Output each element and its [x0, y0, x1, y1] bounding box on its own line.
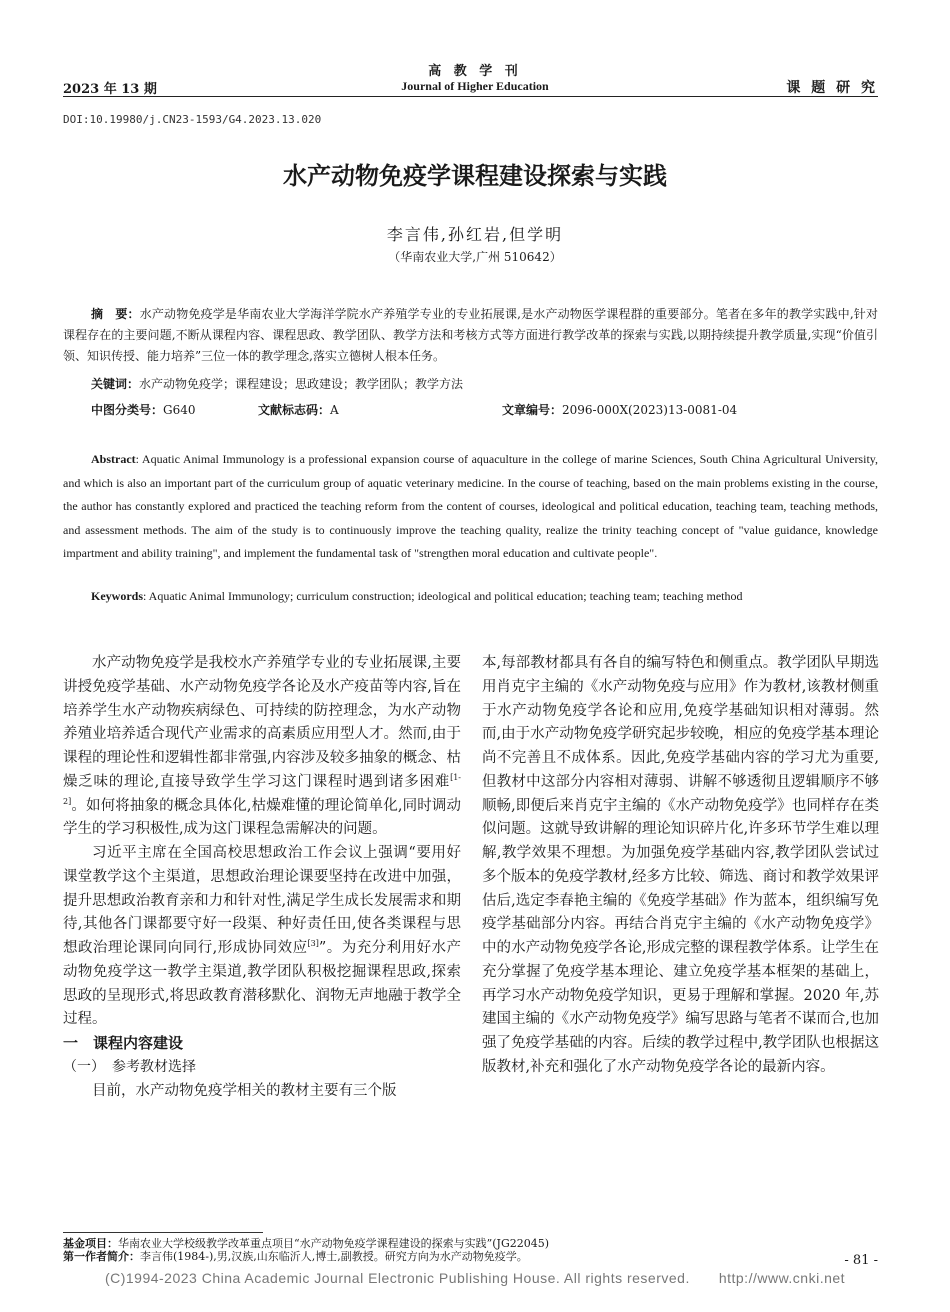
abstract-cn	[63, 304, 878, 367]
clc-number: 中图分类号：G640	[91, 403, 196, 417]
keywords-en-label: Keywords	[91, 589, 143, 603]
body-paragraph: 本,每部教材都具有各自的编写特色和侧重点。教学团队早期选用肖克宇主编的《水产动物免疫与应用》作为教材,该教材侧重于水产动物免疫学各论和应用,免疫学基础知识相对薄弱。然而,由于水产动物免疫学研究起步较晚，相应的免疫学基本理论尚不完善且不成体系。因此,免疫学基础内容的学习尤为重要,但教材中这部分内容相对薄弱、讲解不够透彻且逻辑顺序不够顺畅,即便后来肖克宇主编的《水产动物免疫学》也同样存在类似问题。这就导致讲解的理论知识碎片化,许多环节学生难以理解,教学效果不理想。为加强免疫学基础内容,教学团队尝试过多个版本的免疫学教材,经多方比较、筛选、商讨和教学效果评估后,选定李春艳主编的《免疫学基础》作为蓝本，组织编写免疫学基础部分内容。再结合肖克宇主编的《水产动物免疫学》中的水产动物免疫学各论,形成完整的课程教学体系。让学生在充分掌握了免疫学基本理论、建立免疫学基本框架的基础上，再学习水产动物免疫学知识，更易于理解和掌握。2020 年,苏建国主编的《水产动物免疫学》编写思路与笔者不谋而合,也加强了免疫学基础的内容。后续的教学过程中,教学团队也根据这版教材,补充和强化了水产动物免疫学各论的最新内容。	[482, 655, 879, 1075]
fund-note: 基金项目：华南农业大学校级教学改革重点项目“水产动物免疫学课程建设的探索与实践”(JG22045)	[63, 1237, 550, 1250]
affiliation: （华南农业大学,广州 510642）	[388, 250, 562, 264]
body-paragraph: 习近平主席在全国高校思想政治工作会议上强调“要用好课堂教学这个主渠道，思想政治理论课要坚持在改进中加强，提升思想政治教育亲和力和针对性,满足学生成长发展需求和期待,其他各门课都要守好一段渠、种好责任田,使各类课程与思想政治理论课同向同行,形成协同效应[3]”。为充分利用好水产动物免疫学这一教学主渠道,教学团队积极挖掘课程思政,探索思政的呈现形式,将思政教育潜移默化、润物无声地融于教学全过程。	[63, 845, 461, 1028]
body-paragraph: 水产动物免疫学是我校水产养殖学专业的专业拓展课,主要讲授免疫学基础、水产动物免疫学各论及水产疫苗等内容,旨在培养学生水产动物疾病绿色、可持续的防控理念，为水产动物养殖业培养适合现代产业需求的高素质应用型人才。然而,由于课程的理论性和逻辑性都非常强,内容涉及较多抽象的概念、枯燥乏味的理论,直接导致学生学习这门课程时遇到诸多困难[1-2]。如何将抽象的概念具体化,枯燥难懂的理论简单化,同时调动学生的学习积极性,成为这门课程急需解决的问题。	[63, 655, 461, 838]
footnote-divider	[63, 1232, 263, 1233]
body-column-left	[63, 652, 461, 1103]
journal-name-cn: 高 教 学 刊	[428, 64, 522, 79]
document-code: 文献标志码：A	[258, 403, 339, 417]
body-paragraph: 目前，水产动物免疫学相关的教材主要有三个版	[92, 1082, 397, 1099]
body-column-right	[482, 652, 879, 1080]
section-heading: 一 课程内容建设	[63, 1034, 184, 1052]
paper-title: 水产动物免疫学课程建设探索与实践	[283, 162, 667, 190]
abstract-en-label: Abstract	[91, 452, 136, 466]
copyright-watermark: (C)1994-2023 China Academic Journal Electronic Publishing House. All rights reserved. http://www.cnki.net	[104, 1270, 846, 1286]
keywords-en	[91, 589, 743, 604]
journal-name-en: Journal of Higher Education	[401, 79, 549, 93]
section-label: 课 题 研 究	[786, 80, 878, 96]
issue-label: 2023 年 13 期	[63, 82, 157, 97]
keywords-cn-label: 关键词：	[91, 377, 140, 391]
abstract-cn-text: 水产动物免疫学是华南农业大学海洋学院水产养殖学专业的专业拓展课,是水产动物医学课程群的重要部分。笔者在多年的教学实践中,针对课程存在的主要问题,不断从课程内容、课程思政、教学团队、教学方法和考核方式等方面进行教学改革的探索与实践,以期持续提升教学质量,实现“价值引领、知识传授、能力培养”三位一体的教学理念,落实立德树人根本任务。	[63, 307, 878, 363]
article-number: 文章编号：2096-000X(2023)13-0081-04	[502, 403, 738, 417]
keywords-cn-text: 水产动物免疫学；课程建设；思政建设；教学团队；教学方法	[139, 377, 464, 391]
keywords-cn	[91, 375, 463, 392]
page-number: - 81 -	[844, 1253, 878, 1268]
doi: DOI:10.19980/j.CN23-1593/G4.2023.13.020	[63, 113, 322, 126]
abstract-en-text: : Aquatic Animal Immunology is a professional expansion course of aquaculture in the college of marine Sciences, South China Agricultural University, and which is also an important part of the curriculum group of aquatic veterinary medicine. In the course of teaching, based on the main problems existing in the course, the author has constantly explored and practiced the teaching reform from the content of courses, ideological and political education, teaching team, teaching methods, and assessment methods. The aim of the study is to continuously improve the teaching quality, realize the trinity teaching concept of "value guidance, knowledge impartment and ability training", and implement the fundamental task of "strengthen moral education and cultivate people".	[63, 452, 878, 560]
abstract-cn-label: 摘 要：	[91, 307, 140, 321]
keywords-en-text: : Aquatic Animal Immunology; curriculum construction; ideological and political education; teaching team; teaching method	[143, 589, 743, 603]
author-note: 第一作者简介：李言伟(1984-),男,汉族,山东临沂人,博士,副教授。研究方向为水产动物免疫学。	[63, 1250, 528, 1263]
subsection-heading: （一） 参考教材选择	[63, 1058, 196, 1075]
header-divider	[63, 96, 878, 97]
abstract-en	[63, 448, 878, 566]
author-list: 李言伟,孙红岩,但学明	[386, 225, 564, 244]
